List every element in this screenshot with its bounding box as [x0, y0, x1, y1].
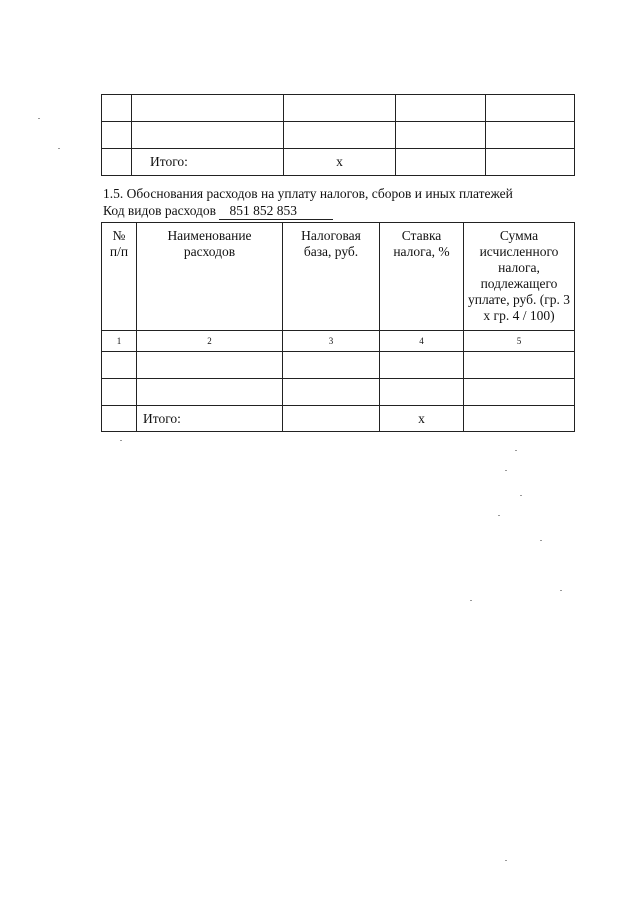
header-number: № п/п — [102, 223, 137, 331]
column-number: 4 — [380, 331, 464, 352]
scan-speck — [505, 470, 507, 471]
previous-expenses-table — [101, 94, 575, 176]
expense-codes-label: Код видов расходов — [103, 203, 217, 218]
header-tax-amount: Сумма исчисленного налога, подлежащего уплате, руб. (гр. 3 х гр. 4 / 100) — [464, 223, 575, 331]
table-row — [102, 122, 575, 149]
header-tax-rate: Ставка налога, % — [380, 223, 464, 331]
x-mark: x — [284, 149, 396, 176]
column-number: 2 — [137, 331, 283, 352]
table-row — [102, 379, 575, 406]
x-mark: х — [380, 406, 464, 432]
tax-expenses-table — [101, 222, 575, 432]
scan-speck — [515, 450, 517, 451]
header-name: Наименование расходов — [137, 223, 283, 331]
scan-speck — [560, 590, 562, 591]
expense-codes-value: 851 852 853 — [219, 203, 333, 220]
scan-speck — [120, 440, 122, 441]
section-heading: 1.5. Обоснования расходов на уплату налогов, сборов и иных платежей — [103, 186, 513, 201]
header-row — [102, 223, 575, 331]
scan-speck — [498, 515, 500, 516]
scan-speck — [520, 495, 522, 496]
total-row — [102, 149, 575, 176]
table-row — [102, 352, 575, 379]
column-number: 3 — [283, 331, 380, 352]
column-numbers-row — [102, 331, 575, 352]
column-number: 5 — [464, 331, 575, 352]
scan-speck — [58, 148, 60, 149]
scan-speck — [540, 540, 542, 541]
total-row — [102, 406, 575, 432]
total-label: Итого: — [132, 149, 284, 176]
header-tax-base: Налоговая база, руб. — [283, 223, 380, 331]
table-row — [102, 95, 575, 122]
expense-codes-line — [103, 203, 333, 220]
scan-speck — [38, 118, 40, 119]
total-label: Итого: — [137, 406, 283, 432]
column-number: 1 — [102, 331, 137, 352]
scan-speck — [505, 860, 507, 861]
scan-speck — [470, 600, 472, 601]
